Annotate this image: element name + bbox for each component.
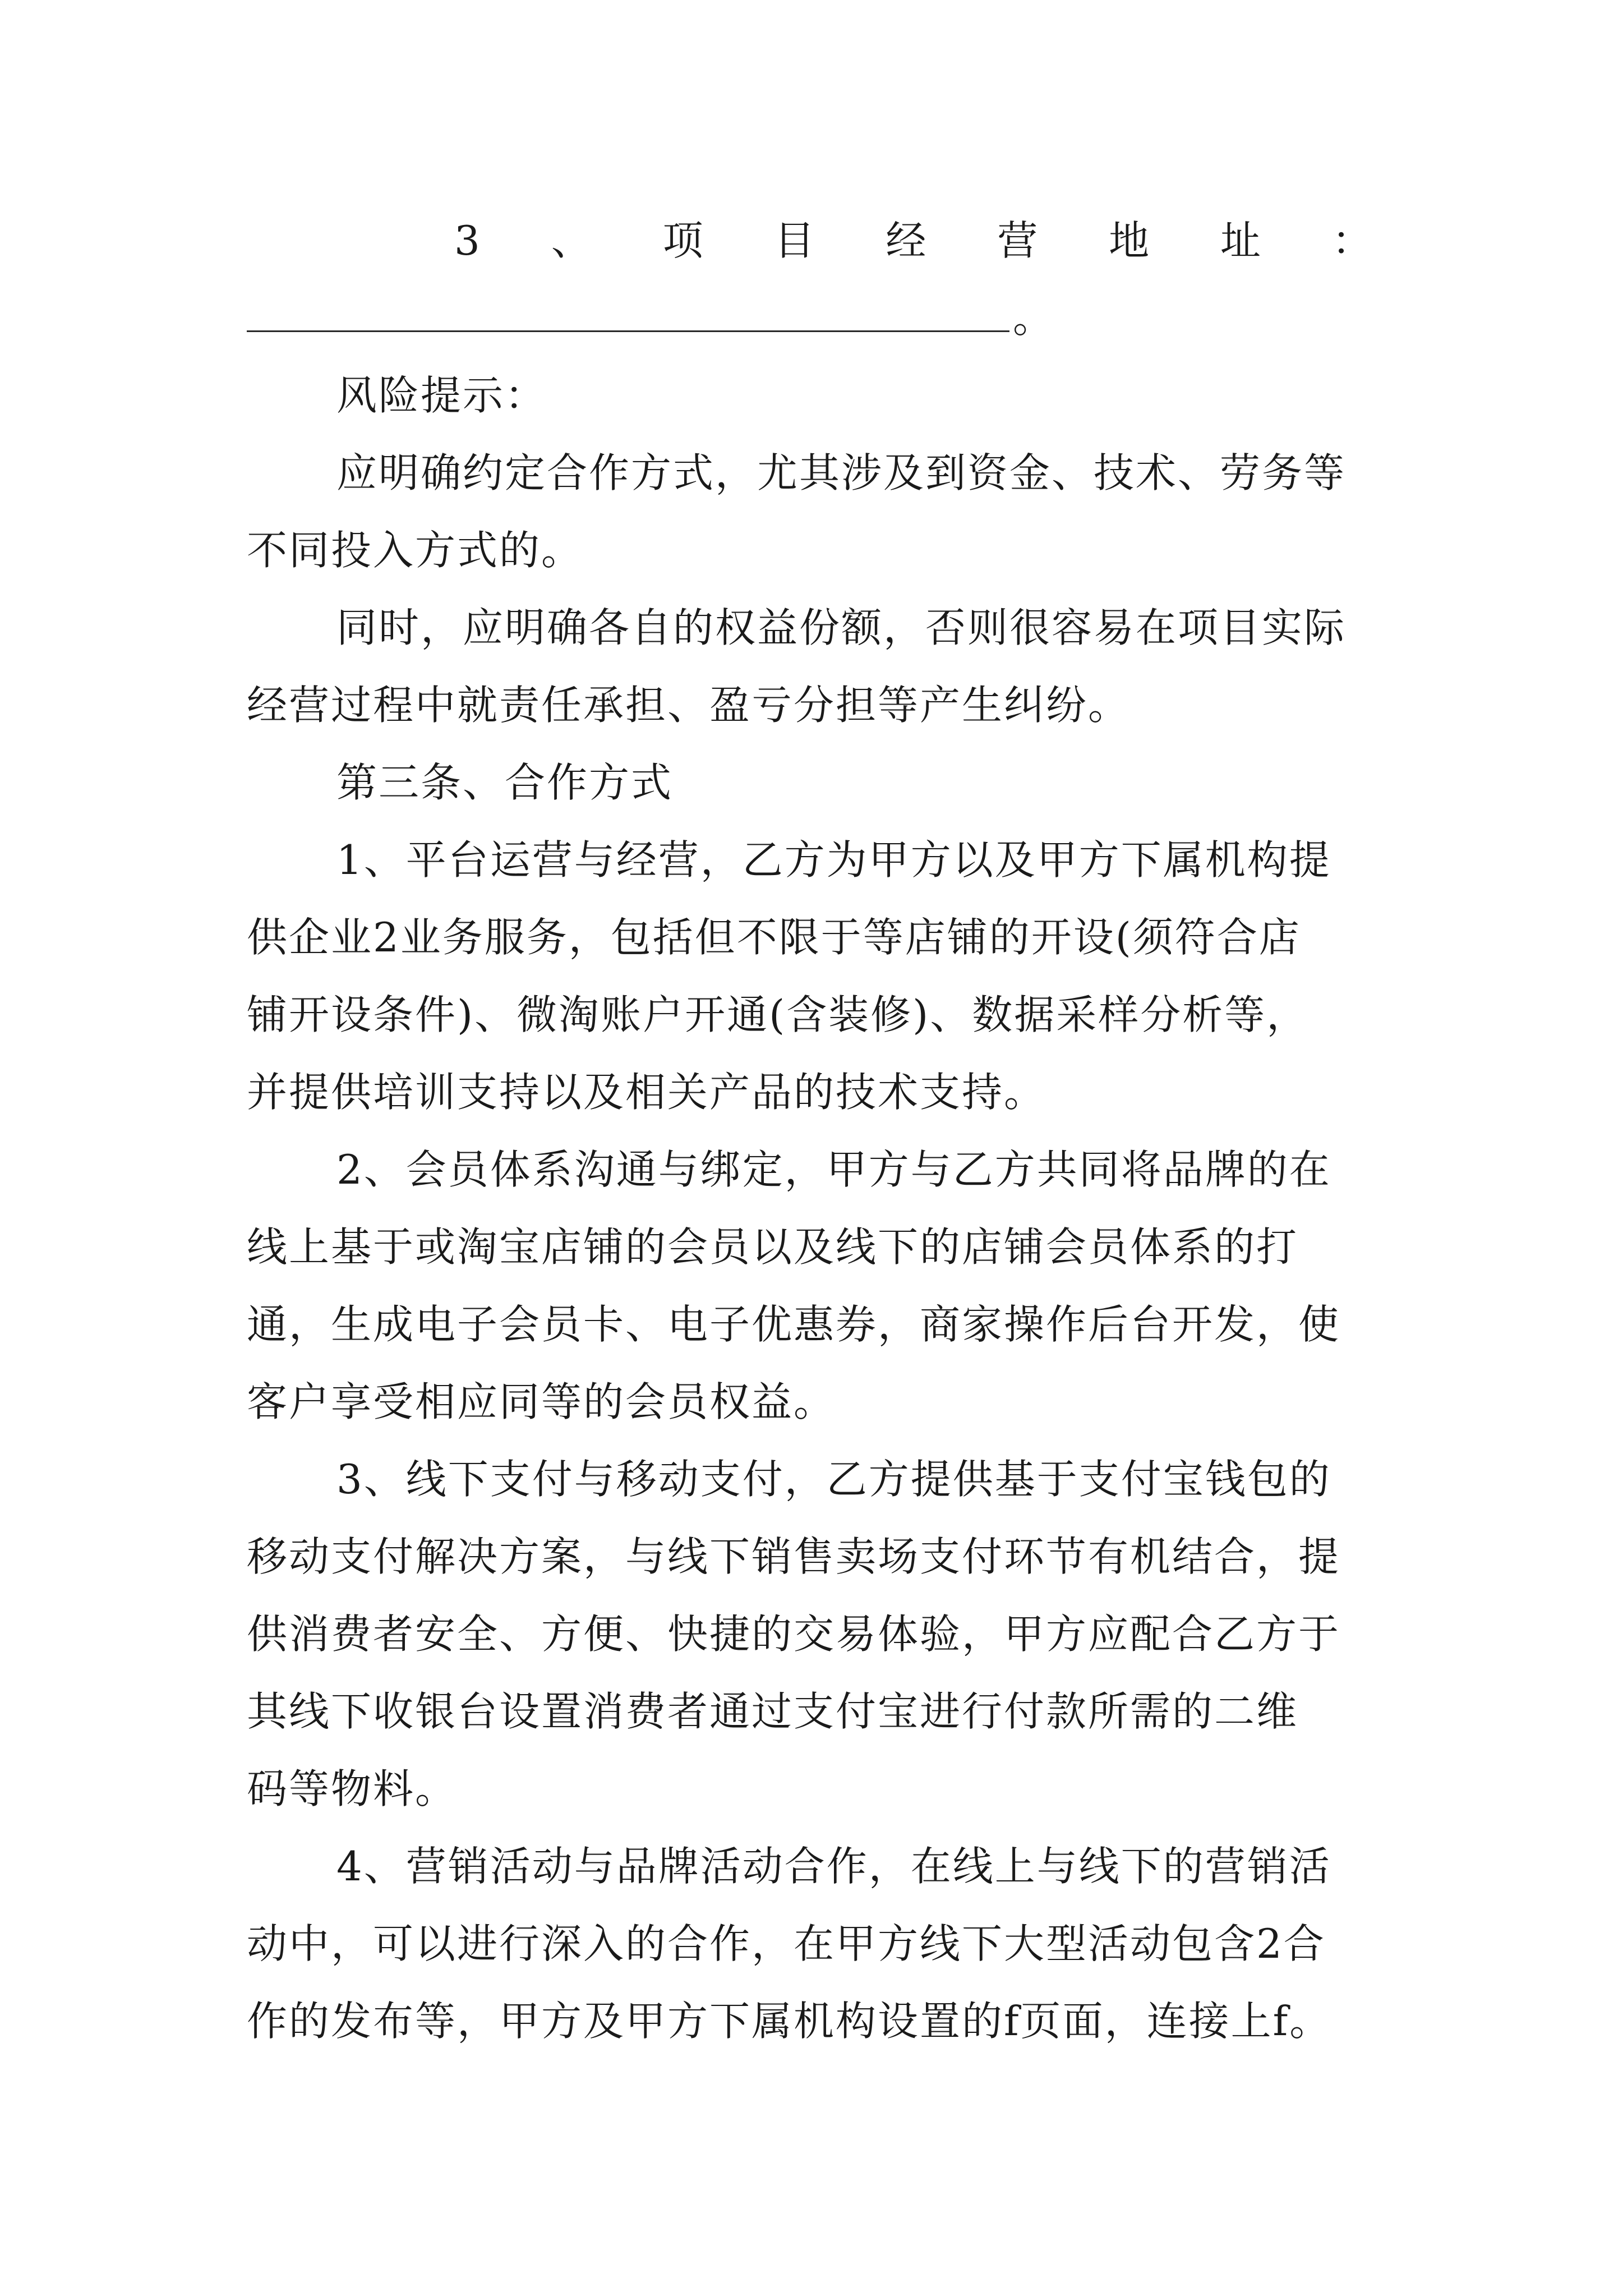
article-three-heading [247, 744, 1374, 821]
paragraph-line: 1、平台运营与经营，乙方为甲方以及甲方下属机构提 [336, 836, 1331, 884]
risk-label-paragraph [247, 357, 1374, 434]
paragraph-line: 其线下收银台设置消费者通过支付宝进行付款所需的二维 [247, 1688, 1299, 1735]
heading-char: 目 [774, 217, 817, 264]
address-blank-line [247, 279, 1374, 357]
paragraph-line: 不同投入方式的。 [247, 527, 584, 574]
heading-char: 地 [1109, 217, 1151, 264]
heading-char: 址 [1220, 217, 1263, 264]
paragraph-line: 动中，可以进行深入的合作，在甲方线下大型活动包含2合 [247, 1920, 1326, 1967]
paragraph-line: 供企业2业务服务，包括但不限于等店铺的开设(须符合店 [247, 914, 1301, 961]
document-body [247, 202, 1374, 2060]
paragraph-line: 4、营销活动与品牌活动合作，在线上与线下的营销活 [336, 1843, 1331, 1890]
section-title: 第三条、合作方式 [336, 759, 674, 806]
fill-in-blank [247, 330, 1009, 332]
paragraph-line: 2、会员体系沟通与绑定，甲方与乙方共同将品牌的在 [336, 1146, 1331, 1193]
address-heading [247, 202, 1374, 279]
paragraph-line: 3、线下支付与移动支付，乙方提供基于支付宝钱包的 [336, 1456, 1331, 1503]
paragraph-line: 移动支付解决方案，与线下销售卖场支付环节有机结合，提 [247, 1533, 1341, 1580]
risk-note-paragraph-2 [247, 589, 1374, 744]
heading-char: 、 [551, 217, 593, 264]
paragraph-line: 同时，应明确各自的权益份额，否则很容易在项目实际 [336, 604, 1347, 651]
clause-4-paragraph [247, 1828, 1374, 2060]
risk-note-paragraph-1 [247, 434, 1374, 589]
paragraph-line: 风险提示： [336, 372, 547, 419]
clause-3-paragraph [247, 1441, 1374, 1828]
paragraph-line: 通，生成电子会员卡、电子优惠券，商家操作后台开发，使 [247, 1301, 1341, 1348]
paragraph-line: 码等物料。 [247, 1765, 458, 1812]
blank-end-mark: 。 [1013, 295, 1054, 342]
heading-char: 3 [454, 217, 482, 264]
clause-1-paragraph [247, 821, 1374, 1131]
paragraph-line: 应明确约定合作方式，尤其涉及到资金、技术、劳务等 [336, 449, 1347, 496]
heading-char: 经 [886, 217, 928, 264]
paragraph-line: 并提供培训支持以及相关产品的技术支持。 [247, 1069, 1046, 1116]
paragraph-line: 线上基于或淘宝店铺的会员以及线下的店铺会员体系的打 [247, 1223, 1299, 1271]
heading-char: 营 [997, 217, 1040, 264]
heading-char: 项 [662, 217, 705, 264]
paragraph-line: 客户享受相应同等的会员权益。 [247, 1378, 836, 1425]
clause-2-paragraph [247, 1131, 1374, 1441]
heading-char: ： [1331, 217, 1374, 264]
paragraph-line: 供消费者安全、方便、快捷的交易体验，甲方应配合乙方于 [247, 1611, 1341, 1658]
paragraph-line: 作的发布等，甲方及甲方下属机构设置的f页面，连接上f。 [247, 1998, 1332, 2045]
paragraph-line: 经营过程中就责任承担、盈亏分担等产生纠纷。 [247, 682, 1131, 729]
paragraph-line: 铺开设条件)、微淘账户开通(含装修)、数据采样分析等， [247, 991, 1309, 1038]
